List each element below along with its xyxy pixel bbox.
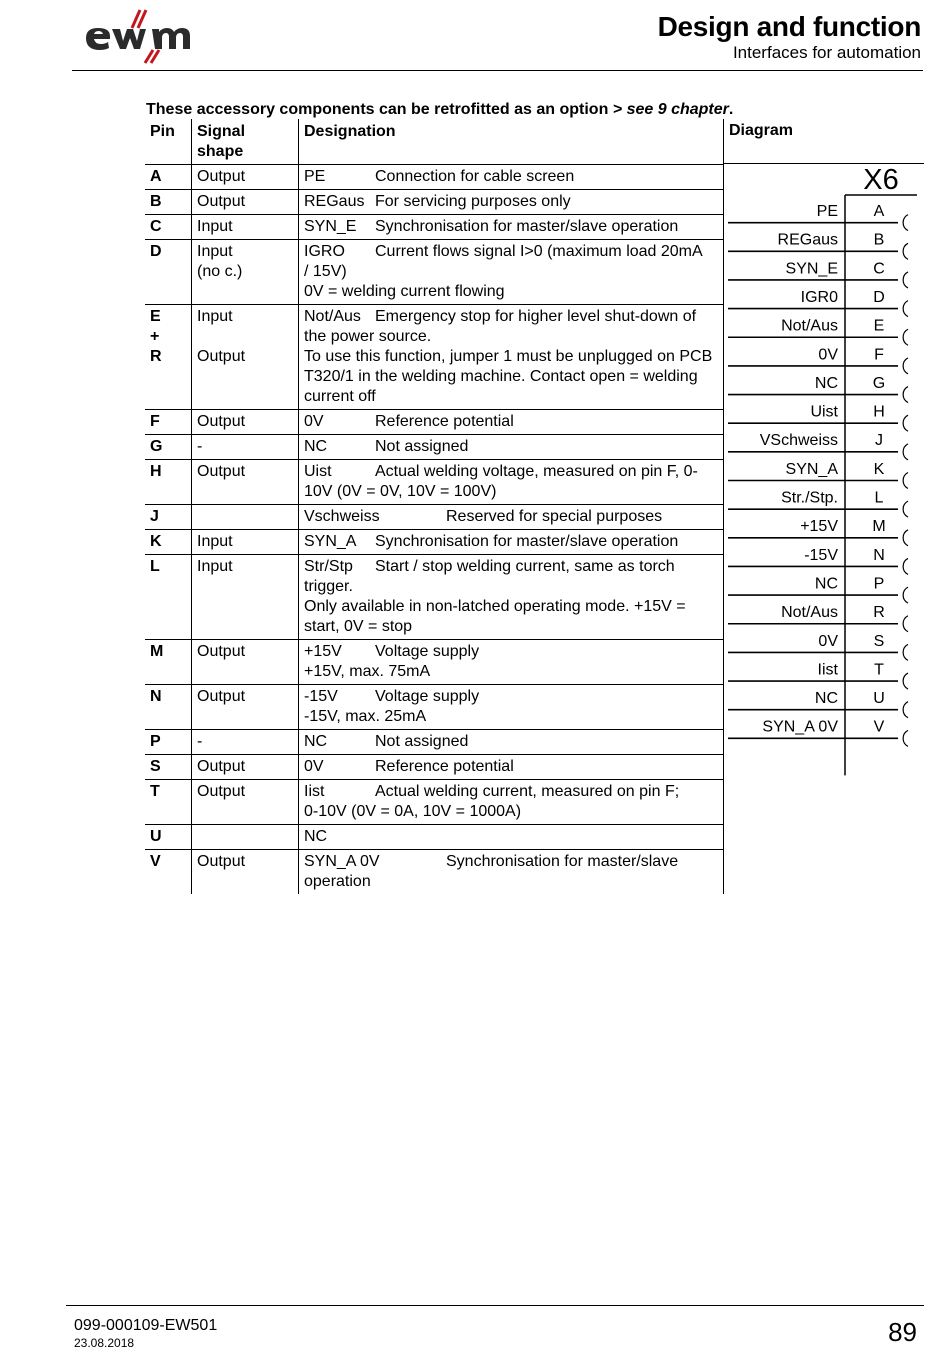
pin-letter: E — [150, 308, 161, 325]
table-row — [145, 825, 724, 850]
footer-divider — [66, 1305, 924, 1306]
designation-text: Start / stop welding current, same as torch — [375, 558, 675, 575]
diagram-pin-row — [728, 490, 908, 518]
pin-letter: F — [150, 413, 160, 430]
chapter-link[interactable]: > see 9 chapter — [612, 101, 729, 118]
diagram-pin-letter: M — [872, 518, 886, 536]
diagram-pin-row — [728, 232, 908, 260]
diagram-pin-letter: D — [873, 288, 885, 306]
socket-contact-icon — [903, 415, 908, 431]
diagram-pin-row — [728, 461, 908, 489]
page-title: Design and function — [657, 11, 921, 42]
diagram-pin-letter: K — [873, 460, 885, 478]
diagram-pin-row — [728, 518, 908, 546]
cell-pin — [145, 825, 192, 850]
socket-contact-icon — [903, 272, 908, 288]
signal-shape: (no c.) — [197, 263, 243, 280]
pin-letter: D — [150, 243, 162, 260]
table-row — [145, 555, 724, 640]
diagram-pin-row — [728, 260, 908, 288]
socket-contact-icon — [903, 473, 908, 489]
cell-signal — [192, 555, 299, 640]
signal-shape: Output — [197, 193, 246, 210]
designation-code: Not/Aus — [304, 308, 361, 325]
designation-text: Synchronisation for master/slave operation — [375, 218, 679, 235]
signal-shape: Input — [197, 218, 233, 235]
diagram-pin-row — [728, 432, 908, 460]
cell-signal — [192, 305, 299, 410]
cell-signal — [192, 435, 299, 460]
diagram-signal-label: Not/Aus — [781, 317, 838, 335]
diagram-signal-label: Uist — [810, 403, 838, 421]
cell-designation — [299, 215, 724, 240]
table-row — [145, 435, 724, 460]
cell-pin — [145, 755, 192, 780]
designation-text: Synchronisation for master/slave — [446, 853, 679, 870]
designation-text: Current flows signal I>0 (maximum load 20mA — [375, 243, 703, 260]
designation-code: +15V — [304, 643, 342, 660]
designation-text: Connection for cable screen — [375, 168, 575, 185]
designation-code: NC — [304, 733, 328, 750]
cell-designation — [299, 460, 724, 505]
signal-shape: Output — [197, 413, 246, 430]
ewm-logo — [82, 8, 212, 64]
cell-signal — [192, 410, 299, 435]
cell-signal — [192, 685, 299, 730]
cell-pin — [145, 165, 192, 190]
diagram-pin-row — [728, 203, 908, 231]
socket-contact-icon — [903, 530, 908, 546]
cell-designation — [299, 240, 724, 305]
diagram-pin-letter: R — [873, 604, 885, 622]
socket-contact-icon — [903, 673, 908, 689]
diagram-pin-row — [728, 547, 908, 575]
diagram-pin-row — [728, 690, 908, 718]
intro-text — [146, 101, 733, 119]
socket-contact-icon — [903, 243, 908, 259]
diagram-signal-label: Str./Stp. — [781, 489, 838, 507]
table-row — [145, 850, 724, 895]
cell-signal — [192, 190, 299, 215]
table-row — [145, 780, 724, 825]
pin-letter: H — [150, 463, 162, 480]
cell-signal — [192, 165, 299, 190]
diagram-signal-label: SYN_E — [785, 260, 838, 278]
designation-code: NC — [304, 828, 328, 845]
designation-text: Not assigned — [375, 438, 469, 455]
diagram-pin-letter: B — [873, 231, 885, 249]
designation-code: 0V — [304, 758, 324, 775]
diagram-signal-label: PE — [816, 203, 838, 220]
diagram-pin-letter: J — [875, 432, 883, 450]
designation-code: Vschweiss — [304, 508, 380, 525]
pin-letter: + — [150, 328, 160, 345]
cell-designation — [299, 640, 724, 685]
designation-text: -15V, max. 25mA — [304, 708, 427, 725]
socket-contact-icon — [903, 644, 908, 660]
designation-text: operation — [304, 873, 371, 890]
socket-contact-icon — [903, 730, 908, 746]
designation-code: Iist — [304, 783, 325, 800]
cell-designation — [299, 730, 724, 755]
socket-contact-icon — [903, 587, 908, 603]
pin-letter: U — [150, 828, 162, 845]
cell-signal — [192, 240, 299, 305]
designation-code: Str/Stp — [304, 558, 353, 575]
cell-designation — [299, 435, 724, 460]
cell-signal — [192, 825, 299, 850]
designation-text: Not assigned — [375, 733, 469, 750]
designation-text: 0-10V (0V = 0A, 10V = 1000A) — [304, 803, 522, 820]
pin-letter: V — [150, 853, 161, 870]
designation-text: For servicing purposes only — [375, 193, 571, 210]
connector-name: X6 — [863, 164, 899, 196]
document-date: 23.08.2018 — [74, 1336, 135, 1350]
cell-pin — [145, 190, 192, 215]
cell-pin — [145, 215, 192, 240]
cell-pin — [145, 505, 192, 530]
pin-letter: R — [150, 348, 162, 365]
signal-shape: Output — [197, 783, 246, 800]
designation-text: Only available in non-latched operating mode. +15V = start, 0V = stop — [304, 598, 686, 635]
table-row — [145, 460, 724, 505]
table-header-row — [145, 119, 724, 165]
diagram-signal-label: Not/Aus — [781, 604, 838, 622]
cell-pin — [145, 305, 192, 410]
table-row — [145, 640, 724, 685]
signal-shape: Output — [197, 348, 246, 365]
page-number: 89 — [888, 1317, 917, 1347]
cell-pin — [145, 435, 192, 460]
diagram-signal-label: SYN_A — [785, 460, 838, 478]
diagram-pin-letter: F — [874, 346, 884, 364]
diagram-pin-letter: T — [874, 661, 884, 679]
socket-contact-icon — [903, 558, 908, 574]
designation-text: Reserved for special purposes — [446, 508, 663, 525]
col-header-designation: Designation — [299, 119, 724, 165]
cell-signal — [192, 640, 299, 685]
designation-code: Uist — [304, 463, 332, 480]
cell-pin — [145, 460, 192, 505]
diagram-pin-letter: S — [873, 632, 885, 650]
diagram-pin-letter: C — [873, 260, 885, 278]
socket-contact-icon — [903, 444, 908, 460]
cell-designation — [299, 305, 724, 410]
diagram-signal-label: SYN_A 0V — [762, 718, 838, 736]
table-row — [145, 190, 724, 215]
cell-pin — [145, 780, 192, 825]
cell-designation — [299, 780, 724, 825]
pin-letter: L — [150, 558, 160, 575]
signal-shape: Input — [197, 308, 233, 325]
cell-pin — [145, 530, 192, 555]
table-row — [145, 530, 724, 555]
diagram-signal-label: Iist — [817, 661, 838, 679]
intro-sentence: These accessory components can be retrofitted as an option — [146, 101, 613, 118]
signal-shape: - — [197, 733, 203, 750]
designation-text: To use this function, jumper 1 must be unplugged on PCB T320/1 in the welding machine. Contact open = welding current off — [304, 348, 713, 405]
pin-letter: K — [150, 533, 162, 550]
designation-text: / 15V) — [304, 263, 347, 280]
signal-shape: Output — [197, 758, 246, 775]
cell-designation — [299, 165, 724, 190]
cell-pin — [145, 850, 192, 895]
diagram-pin-row — [728, 633, 908, 661]
diagram-pin-row — [728, 375, 908, 403]
diagram-pin-row — [728, 661, 908, 689]
designation-text: Emergency stop for higher level shut-down of — [375, 308, 697, 325]
signal-shape: Input — [197, 533, 233, 550]
cell-designation — [299, 410, 724, 435]
socket-contact-icon — [903, 215, 908, 231]
cell-pin — [145, 640, 192, 685]
cell-pin — [145, 240, 192, 305]
signal-shape: Output — [197, 853, 246, 870]
table-row — [145, 305, 724, 410]
diagram-pin-letter: N — [873, 546, 885, 564]
connector-diagram — [724, 163, 934, 783]
diagram-pin-row — [728, 604, 908, 632]
socket-contact-icon — [903, 616, 908, 632]
table-row — [145, 755, 724, 780]
pin-letter: N — [150, 688, 162, 705]
diagram-pin-row — [728, 404, 908, 432]
designation-text: trigger. — [304, 578, 353, 595]
designation-code: SYN_A 0V — [304, 853, 380, 870]
cell-designation — [299, 190, 724, 215]
diagram-pin-letter: U — [873, 690, 885, 708]
pin-letter: G — [150, 438, 163, 455]
designation-text: Voltage supply — [375, 688, 480, 705]
designation-code: SYN_A — [304, 533, 357, 550]
diagram-pin-letter: P — [873, 575, 885, 593]
designation-text: Actual welding voltage, measured on pin F, 0- — [375, 463, 698, 480]
diagram-pin-row — [728, 318, 908, 346]
diagram-pin-letter: G — [872, 374, 886, 392]
diagram-signal-label: NC — [814, 690, 838, 708]
designation-text: Synchronisation for master/slave operation — [375, 533, 679, 550]
designation-text: +15V, max. 75mA — [304, 663, 431, 680]
diagram-signal-label: IGR0 — [800, 288, 838, 306]
designation-text: Actual welding current, measured on pin F; — [375, 783, 680, 800]
pin-letter: T — [150, 783, 160, 800]
pin-table — [145, 119, 724, 894]
diagram-signal-label: NC — [814, 374, 838, 392]
cell-signal — [192, 460, 299, 505]
cell-designation — [299, 530, 724, 555]
page-subtitle: Interfaces for automation — [732, 43, 921, 62]
signal-shape: Input — [197, 558, 233, 575]
cell-signal — [192, 215, 299, 240]
socket-contact-icon — [903, 301, 908, 317]
cell-designation — [299, 685, 724, 730]
diagram-signal-label: 0V — [818, 632, 838, 650]
diagram-pin-letter: V — [873, 718, 885, 736]
diagram-pin-letter: H — [873, 403, 885, 421]
pin-letter: S — [150, 758, 161, 775]
designation-text: Voltage supply — [375, 643, 480, 660]
diagram-signal-label: VSchweiss — [759, 432, 838, 450]
designation-code: PE — [304, 168, 326, 185]
cell-signal — [192, 505, 299, 530]
cell-signal — [192, 780, 299, 825]
pin-letter: C — [150, 218, 162, 235]
cell-designation — [299, 825, 724, 850]
cell-signal — [192, 530, 299, 555]
table-row — [145, 165, 724, 190]
diagram-pin-letter: L — [874, 489, 884, 507]
table-row — [145, 730, 724, 755]
intro-end: . — [728, 101, 734, 118]
designation-text: the power source. — [304, 328, 432, 345]
designation-code: NC — [304, 438, 328, 455]
designation-code: REGaus — [304, 193, 365, 210]
cell-signal — [192, 730, 299, 755]
designation-code: 0V — [304, 413, 324, 430]
col-header-diagram: Diagram — [729, 122, 794, 139]
table-row — [145, 410, 724, 435]
socket-contact-icon — [903, 501, 908, 517]
cell-designation — [299, 755, 724, 780]
col-header-pin: Pin — [150, 123, 175, 140]
cell-designation — [299, 555, 724, 640]
pin-letter: J — [150, 508, 159, 525]
cell-signal — [192, 850, 299, 895]
header-divider — [72, 70, 923, 71]
signal-shape: Output — [197, 643, 246, 660]
designation-text: Reference potential — [375, 413, 514, 430]
pin-letter: B — [150, 193, 162, 210]
col-header-signal: Signal shape — [192, 119, 299, 165]
socket-contact-icon — [903, 358, 908, 374]
pin-letter: M — [150, 643, 164, 660]
table-row — [145, 505, 724, 530]
designation-code: SYN_E — [304, 218, 357, 235]
diagram-signal-label: REGaus — [777, 231, 838, 249]
designation-text: Reference potential — [375, 758, 514, 775]
diagram-pin-letter: A — [873, 203, 885, 220]
cell-pin — [145, 555, 192, 640]
diagram-signal-label: 0V — [818, 346, 838, 364]
socket-contact-icon — [903, 329, 908, 345]
diagram-signal-label: +15V — [800, 518, 838, 536]
diagram-pin-letter: E — [873, 317, 885, 335]
signal-shape: Input — [197, 243, 233, 260]
signal-shape: - — [197, 438, 203, 455]
socket-contact-icon — [903, 387, 908, 403]
diagram-pin-row — [728, 346, 908, 374]
cell-pin — [145, 410, 192, 435]
document-number: 099-000109-EW501 — [74, 1317, 218, 1334]
table-row — [145, 215, 724, 240]
cell-designation — [299, 505, 724, 530]
table-row — [145, 240, 724, 305]
diagram-signal-label: -15V — [804, 546, 838, 564]
cell-pin — [145, 685, 192, 730]
designation-text: 10V (0V = 0V, 10V = 100V) — [304, 483, 497, 500]
designation-code: -15V — [304, 688, 338, 705]
diagram-pin-row — [728, 289, 908, 317]
signal-shape: Output — [197, 463, 246, 480]
designation-code: IGRO — [304, 243, 345, 260]
designation-text: 0V = welding current flowing — [304, 283, 505, 300]
diagram-pin-row — [728, 575, 908, 603]
signal-shape: Output — [197, 168, 246, 185]
diagram-signal-label: NC — [814, 575, 838, 593]
cell-pin — [145, 730, 192, 755]
diagram-pin-row — [728, 719, 908, 747]
cell-designation — [299, 850, 724, 895]
cell-signal — [192, 755, 299, 780]
pin-letter: A — [150, 168, 162, 185]
socket-contact-icon — [903, 702, 908, 718]
table-row — [145, 685, 724, 730]
signal-shape: Output — [197, 688, 246, 705]
pin-letter: P — [150, 733, 161, 750]
